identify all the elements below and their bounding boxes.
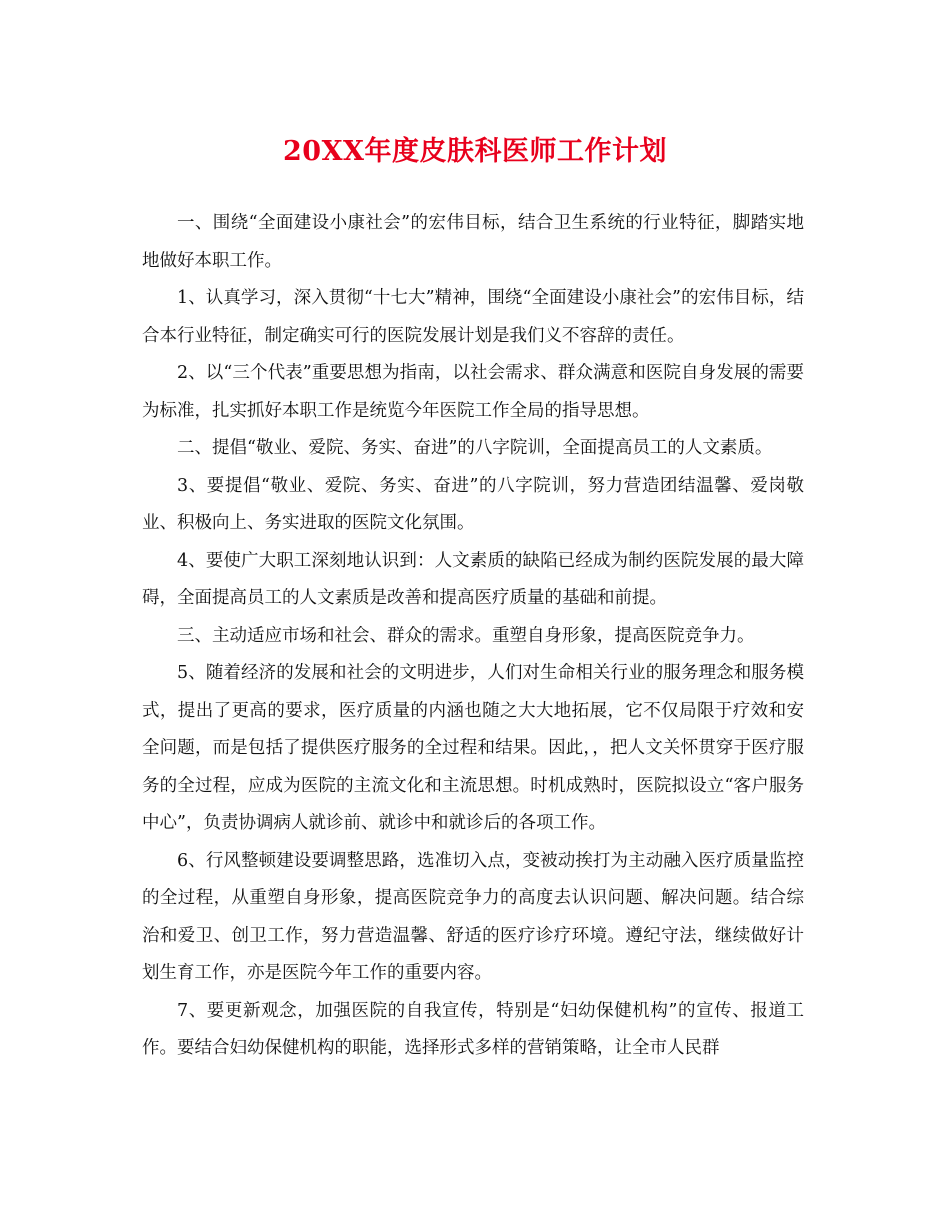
paragraph: 1、认真学习，深入贯彻“十七大”精神，围绕“全面建设小康社会”的宏伟目标，结合本行业特征，制定确实可行的医院发展计划是我们义不容辞的责任。 bbox=[142, 288, 804, 346]
paragraph: 二、提倡“敬业、爱院、务实、奋进”的八字院训，全面提高员工的人文素质。 bbox=[177, 438, 773, 458]
paragraph: 2、以“三个代表”重要思想为指南，以社会需求、群众满意和医院自身发展的需要为标准，扎实抓好本职工作是统览今年医院工作全局的指导思想。 bbox=[142, 363, 804, 421]
paragraph: 三、主动适应市场和社会、群众的需求。重塑自身形象，提高医院竞争力。 bbox=[177, 625, 755, 646]
paragraph: 3、要提倡“敬业、爱院、务实、奋进”的八字院训，努力营造团结温馨、爱岗敬业、积极向上、务实进取的医院文化氛围。 bbox=[142, 475, 804, 533]
paragraph: 6、行风整顿建设要调整思路，选准切入点，变被动挨打为主动融入医疗质量监控的全过程，从重塑自身形象，提高医院竞争力的高度去认识问题、解决问题。结合综治和爱卫、创卫工作，努力营造温馨、舒适的医疗诊疗环境。遵纪守法，继续做好计划生育工作，亦是医院今年工作的重要内容。 bbox=[142, 850, 804, 983]
paragraph: 一、围绕“全面建设小康社会”的宏伟目标，结合卫生系统的行业特征，脚踏实地地做好本职工作。 bbox=[142, 213, 804, 271]
document-title: 20XX年度皮肤科医师工作计划 bbox=[283, 136, 667, 167]
paragraph: 5、随着经济的发展和社会的文明进步，人们对生命相关行业的服务理念和服务模式，提出了更高的要求，医疗质量的内涵也随之大大地拓展，它不仅局限于疗效和安全问题，而是包括了提供医疗服务的全过程和结果。因此，，把人文关怀贯穿于医疗服务的全过程，应成为医院的主流文化和主流思想。时机成熟时，医院拟设立“客户服务中心”，负责协调病人就诊前、就诊中和就诊后的各项工作。 bbox=[142, 663, 804, 833]
paragraph: 7、要更新观念，加强医院的自我宣传，特别是“妇幼保健机构”的宣传、报道工作。要结合妇幼保健机构的职能，选择形式多样的营销策略，让全市人民群 bbox=[142, 1000, 804, 1058]
document-body bbox=[142, 205, 804, 1068]
paragraph: 4、要使广大职工深刻地认识到：人文素质的缺陷已经成为制约医院发展的最大障碍，全面提高员工的人文素质是改善和提高医疗质量的基础和前提。 bbox=[142, 550, 804, 608]
